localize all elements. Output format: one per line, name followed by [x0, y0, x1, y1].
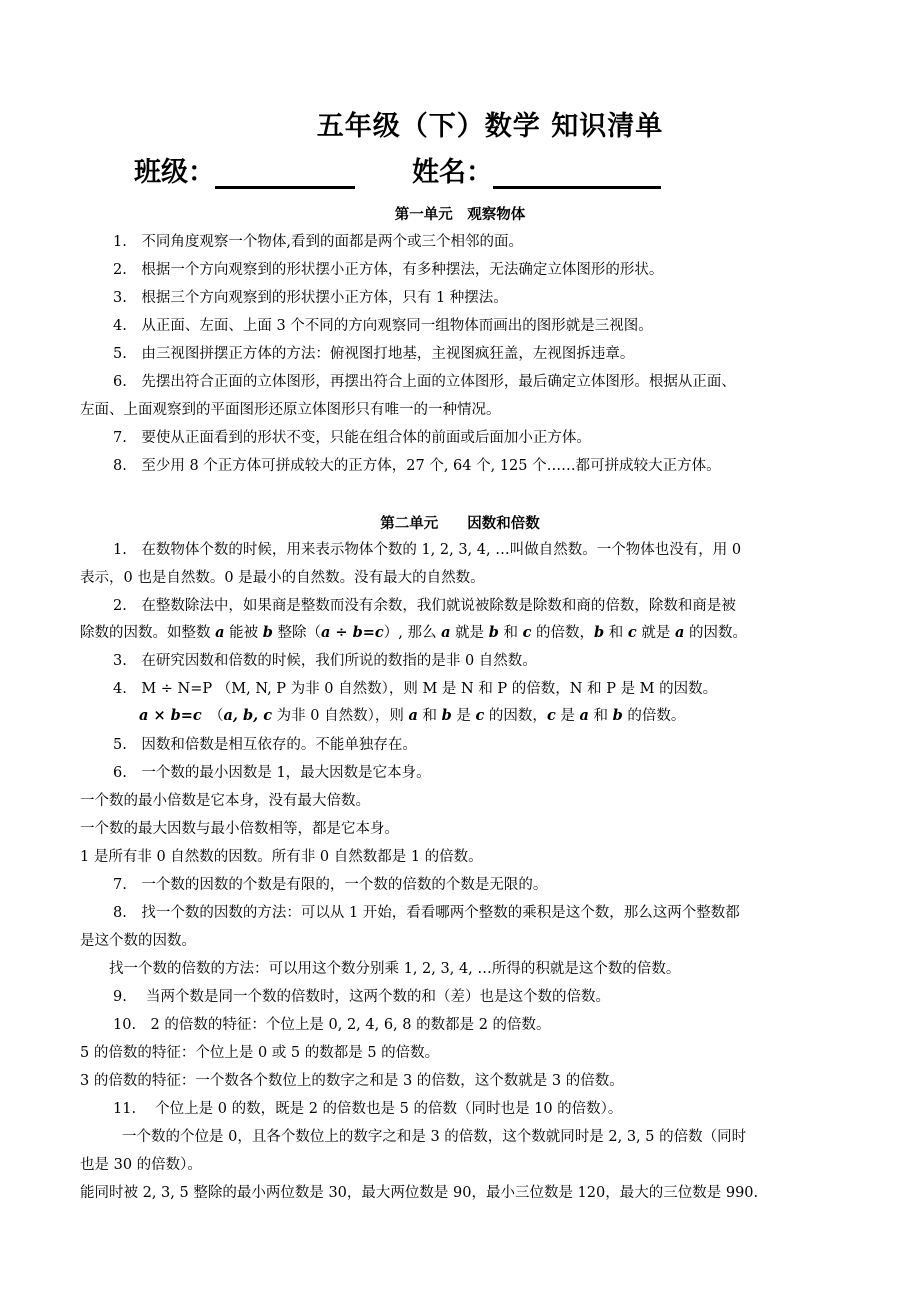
unit2-line: 找一个数的倍数的方法：可以用这个数分别乘 1, 2, 3, 4, …所得的积就是这个数的倍数。: [109, 961, 681, 977]
unit2-line: 6. 一个数的最小因数是 1，最大因数是它本身。: [113, 765, 431, 781]
unit2-line-multiplication: [80, 706, 899, 726]
text: 除数的因数。如整数: [80, 625, 216, 641]
text: （: [201, 708, 224, 724]
vars: a, b, c: [223, 707, 273, 724]
var-b: b: [262, 624, 273, 641]
unit2-line: 也是 30 的倍数）。: [80, 1157, 202, 1173]
unit2-line: 一个数的个位是 0，且各个数位上的数字之和是 3 的倍数，这个数就同时是 2, 3, 5 的倍数（同时: [122, 1129, 747, 1145]
text: 的倍数。: [622, 708, 686, 724]
unit1-line: 8. 至少用 8 个正方体可拼成较大的正方体，27 个, 64 个, 125 个……都可拼成较大正方体。: [113, 458, 721, 474]
unit2-line: 3. 在研究因数和倍数的时候，我们所说的数指的是非 0 自然数。: [113, 653, 537, 669]
unit2-line: 5. 因数和倍数是相互依存的。不能单独存在。: [113, 737, 417, 753]
equation: a ÷ b=c: [320, 624, 384, 641]
unit1-line: 2. 根据一个方向观察到的形状摆小正方体，有多种摆法，无法确定立体图形的形状。: [113, 262, 664, 278]
var-a: a: [441, 624, 451, 641]
text: 和: [604, 625, 628, 641]
class-field: [134, 150, 355, 189]
var-a: a: [579, 707, 589, 724]
var-b: b: [594, 624, 605, 641]
name-label: 姓名：: [412, 157, 493, 188]
var-a: a: [674, 624, 685, 641]
unit2-line: 7. 一个数的因数的个数是有限的，一个数的倍数的个数是无限的。: [113, 877, 548, 893]
unit1-heading: 第一单元 观察物体: [394, 207, 526, 223]
unit2-line: 是这个数的因数。: [80, 933, 196, 949]
text: 能被: [224, 625, 263, 641]
unit2-line-factor-example: [80, 623, 840, 643]
text: 就是: [636, 625, 675, 641]
unit2-line: 5 的倍数的特征：个位上是 0 或 5 的数都是 5 的倍数。: [80, 1045, 440, 1061]
unit2-line: 2. 在整数除法中，如果商是整数而没有余数，我们就说被除数是除数和商的倍数，除数和商是被: [113, 598, 736, 614]
text: 整除（: [272, 625, 321, 641]
unit1-line: 1. 不同角度观察一个物体,看到的面都是两个或三个相邻的面。: [113, 234, 523, 250]
unit1-line: 4. 从正面、左面、上面 3 个不同的方向观察同一组物体而画出的图形就是三视图。: [113, 318, 653, 334]
text: 和: [498, 625, 523, 641]
unit2-line: 一个数的最大因数与最小倍数相等，都是它本身。: [80, 821, 399, 837]
text: 是: [555, 708, 580, 724]
page-title: 五年级（下）数学 知识清单: [316, 111, 664, 142]
unit2-line: 一个数的最小倍数是它本身，没有最大倍数。: [80, 793, 370, 809]
var-c: c: [627, 624, 637, 641]
text: 就是: [450, 625, 489, 641]
unit2-line: 1. 在数物体个数的时候，用来表示物体个数的 1, 2, 3, 4, …叫做自然数。一个物体也没有，用 0: [113, 542, 742, 558]
text: 的因数，: [484, 708, 547, 724]
text: 和: [417, 708, 442, 724]
text: 和: [588, 708, 613, 724]
var-b: b: [488, 624, 499, 641]
var-c: c: [522, 624, 532, 641]
unit2-line: 11. 个位上是 0 的数，既是 2 的倍数也是 5 的倍数（同时也是 10 的倍数）。: [113, 1101, 623, 1117]
unit2-line: 能同时被 2, 3, 5 整除的最小两位数是 30，最大两位数是 90，最小三位数是 120，最大的三位数是 990.: [80, 1185, 759, 1201]
unit2-line: 3 的倍数的特征：一个数各个数位上的数字之和是 3 的倍数，这个数就是 3 的倍数。: [80, 1073, 624, 1089]
var-b: b: [441, 707, 452, 724]
text: 为非 0 自然数），则: [272, 708, 409, 724]
unit2-line: 1 是所有非 0 自然数的因数。所有非 0 自然数都是 1 的倍数。: [80, 849, 483, 865]
unit2-line: 10. 2 的倍数的特征：个位上是 0, 2, 4, 6, 8 的数都是 2 的倍数。: [113, 1017, 551, 1033]
unit1-line: 6. 先摆出符合正面的立体图形，再摆出符合上面的立体图形，最后确定立体图形。根据从正面、: [113, 374, 736, 390]
unit1-line: 3. 根据三个方向观察到的形状摆小正方体，只有 1 种摆法。: [113, 290, 508, 306]
text: 的因数。: [684, 625, 747, 641]
name-field: [412, 150, 661, 189]
name-blank: [493, 158, 661, 189]
class-label: 班级：: [134, 157, 215, 188]
var-a: a: [215, 624, 225, 641]
text: 是: [451, 708, 476, 724]
equation: a × b=c: [139, 707, 202, 724]
var-b: b: [612, 707, 623, 724]
var-c: c: [546, 707, 556, 724]
unit2-line: 4. M ÷ N=P （M, N, P 为非 0 自然数），则 M 是 N 和 P 的倍数，N 和 P 是 M 的因数。: [113, 681, 718, 697]
unit1-line: 5. 由三视图拼摆正方体的方法：俯视图打地基，主视图疯狂盖，左视图拆违章。: [113, 346, 635, 362]
unit1-line: 左面、上面观察到的平面图形还原立体图形只有唯一的一种情况。: [80, 402, 501, 418]
class-blank: [215, 158, 355, 189]
unit2-line: 8. 找一个数的因数的方法：可以从 1 开始，看看哪两个整数的乘积是这个数，那么这两个整数都: [113, 905, 740, 921]
unit2-line: 表示，0 也是自然数。0 是最小的自然数。没有最大的自然数。: [80, 570, 485, 586]
text: 的倍数，: [531, 625, 595, 641]
unit1-line: 7. 要使从正面看到的形状不变，只能在组合体的前面或后面加小正方体。: [113, 430, 591, 446]
var-a: a: [408, 707, 418, 724]
unit2-line: 9. 当两个数是同一个数的倍数时，这两个数的和（差）也是这个数的倍数。: [113, 989, 610, 1005]
var-c: c: [475, 707, 485, 724]
text: ）, 那么: [383, 625, 442, 641]
unit2-heading: 第二单元 因数和倍数: [380, 516, 540, 532]
